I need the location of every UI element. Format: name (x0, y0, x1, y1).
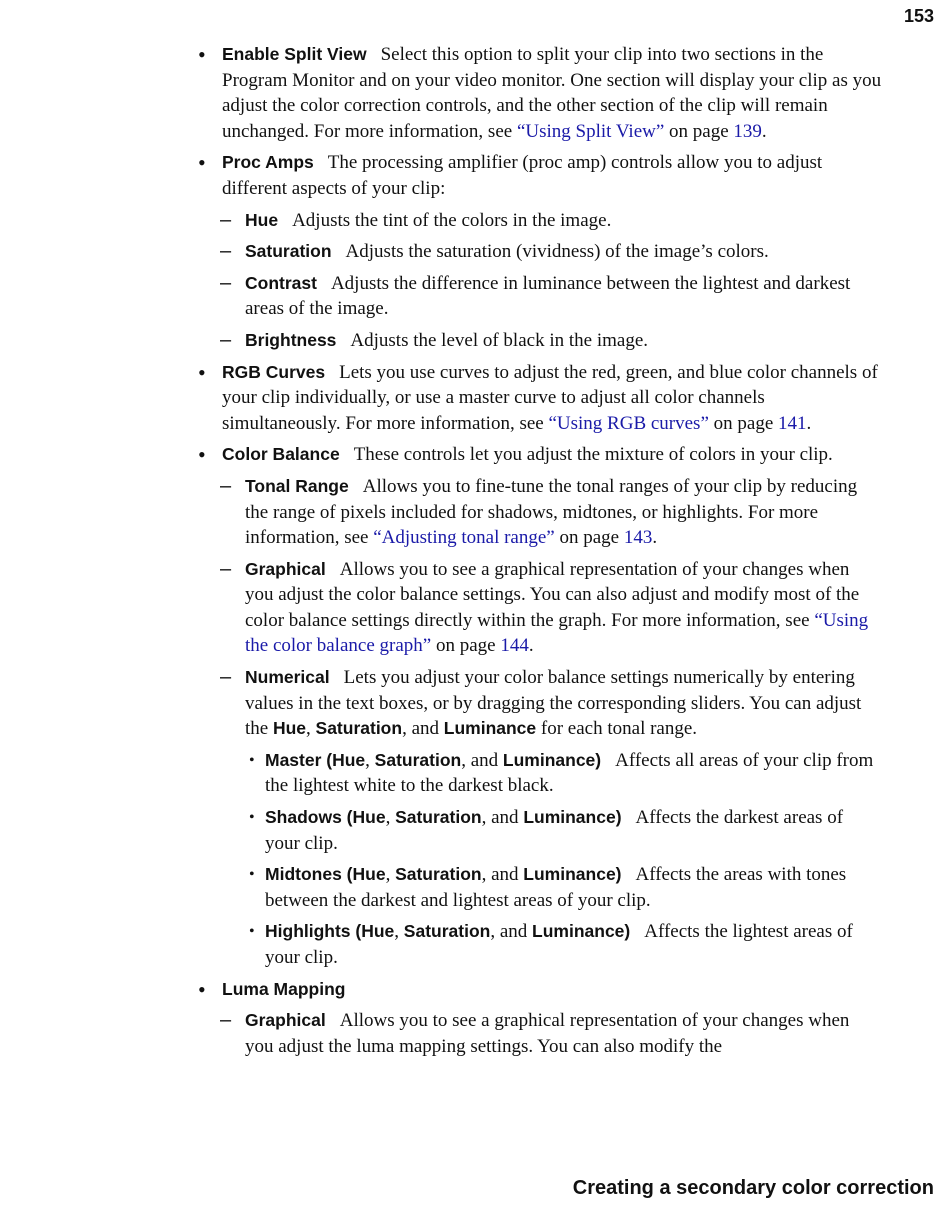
term-highlights: Highlights (Hue (265, 921, 395, 942)
term-luminance: Luminance) (523, 807, 622, 828)
description: These controls let you adjust the mixture of colors in your clip. (353, 444, 833, 466)
term-enable-split-view: Enable Split View (222, 44, 367, 64)
list-item-shadows (249, 805, 882, 856)
period: . (652, 527, 658, 549)
dash-marker: – (220, 474, 232, 497)
list-item-contrast (220, 271, 882, 322)
separator: , and (481, 864, 524, 886)
page-ref-text: on page (431, 635, 501, 657)
separator: , (306, 718, 316, 740)
term-proc-amps: Proc Amps (222, 152, 314, 173)
term-graphical: Graphical (245, 558, 326, 579)
dash-marker: – (220, 328, 232, 351)
page-ref-text: on page (664, 120, 734, 142)
separator: , (394, 921, 404, 943)
link-page-144[interactable]: 144 (500, 635, 529, 657)
term-luminance: Luminance) (523, 864, 622, 885)
separator: , and (461, 749, 503, 771)
separator: , (385, 864, 396, 886)
term-tonal-range: Tonal Range (245, 475, 349, 496)
inline-term-saturation: Saturation (315, 718, 403, 739)
link-page-141[interactable]: 141 (778, 412, 807, 434)
term-graphical: Graphical (245, 1010, 326, 1031)
dash-marker: – (220, 666, 232, 689)
page-ref-text: on page (708, 412, 779, 434)
description: Lets you adjust your color balance settings numerically by entering values in the text boxes, or by dragging the corresponding sliders. You can adjust the (245, 667, 862, 740)
inline-term-hue: Hue (272, 718, 307, 739)
term-master: Master (Hue (265, 749, 366, 770)
term-saturation: Saturation (395, 864, 482, 885)
description-end: for each tonal range. (536, 718, 698, 740)
bullet-marker: • (198, 42, 206, 67)
term-brightness: Brightness (245, 329, 337, 350)
description: Adjusts the level of black in the image. (350, 329, 648, 351)
description: Affects the lightest areas of your clip. (265, 921, 853, 968)
link-using-color-balance-graph[interactable]: “Using the color balance graph” (245, 609, 869, 657)
description: Adjusts the difference in luminance between the lightest and darkest areas of the image. (245, 272, 851, 320)
footer-section-title: Creating a secondary color correction (572, 1177, 934, 1199)
list-item-hue (220, 208, 882, 234)
description: Allows you to see a graphical representation of your changes when you adjust the color balance settings. You can also adjust and modify most of the color balance settings directly within the graph. For more information, see (245, 558, 860, 631)
list-item-saturation (220, 239, 882, 265)
list-item-numerical (220, 665, 882, 742)
term-numerical: Numerical (245, 667, 330, 688)
term-saturation: Saturation (245, 241, 332, 262)
list-item-midtones (249, 862, 882, 913)
term-shadows: Shadows (Hue (265, 807, 386, 828)
list-item-highlights (249, 919, 882, 970)
separator: , and (481, 807, 524, 829)
separator: , and (490, 921, 533, 943)
list-item-color-balance (198, 442, 882, 468)
inline-term-luminance: Luminance (443, 718, 537, 739)
small-bullet-marker: • (249, 809, 255, 827)
small-bullet-marker: • (249, 751, 255, 769)
bullet-marker: • (198, 442, 206, 468)
term-saturation: Saturation (395, 807, 482, 828)
description: Allows you to see a graphical representation of your changes when you adjust the luma mapping settings. You can also modify the (245, 1010, 850, 1057)
link-adjusting-tonal-range[interactable]: “Adjusting tonal range” (373, 527, 555, 549)
description: The processing amplifier (proc amp) controls allow you to adjust different aspects of your clip: (222, 152, 823, 199)
separator: , and (402, 718, 444, 740)
term-midtones: Midtones (Hue (265, 864, 386, 885)
term-luminance: Luminance) (532, 921, 631, 942)
list-item-tonal-range (220, 474, 882, 551)
term-luma-mapping: Luma Mapping (222, 978, 346, 999)
description: Lets you use curves to adjust the red, green, and blue color channels of your clip individually, or use a master curve to adjust all color channels simultaneously. For more information, see (222, 361, 878, 434)
bullet-marker: • (198, 359, 206, 385)
link-using-split-view[interactable]: “Using Split View” (516, 120, 665, 142)
list-item-luma-mapping (198, 976, 882, 1003)
dash-marker: – (220, 240, 232, 263)
term-luminance: Luminance) (502, 749, 602, 770)
dash-marker: – (220, 208, 232, 231)
term-rgb-curves: RGB Curves (222, 361, 326, 382)
list-item-brightness (220, 328, 882, 354)
small-bullet-marker: • (249, 923, 255, 941)
term-color-balance: Color Balance (222, 444, 340, 465)
separator: , (365, 749, 375, 771)
list-item-proc-amps (198, 150, 882, 201)
dash-marker: – (220, 1009, 232, 1032)
list-item-rgb-curves (198, 359, 882, 437)
small-bullet-marker: • (249, 866, 255, 884)
description: Select this option to split your clip into two sections in the Program Monitor and on your video monitor. One section will display your clip as you adjust the color correction controls, and the other section of the clip will remain unchanged. For more information, see (222, 44, 882, 142)
page-ref-text: on page (554, 527, 624, 549)
description: Adjusts the tint of the colors in the image. (292, 209, 612, 231)
bullet-marker: • (198, 150, 206, 176)
bullet-marker: • (198, 976, 206, 1002)
period: . (761, 120, 767, 142)
description: Adjusts the saturation (vividness) of the image’s colors. (345, 241, 769, 263)
list-item-graphical-luma (220, 1008, 882, 1059)
description: Affects the darkest areas of your clip. (265, 807, 844, 854)
dash-marker: – (220, 557, 232, 580)
page-number: 153 (903, 6, 934, 26)
list-item-master (249, 748, 882, 799)
description: Allows you to fine-tune the tonal ranges of your clip by reducing the range of pixels included for shadows, midtones, or highlights. For more information, see (245, 475, 858, 549)
period: . (806, 412, 812, 434)
link-using-rgb-curves[interactable]: “Using RGB curves” (548, 412, 709, 434)
term-hue: Hue (245, 209, 279, 230)
description: Affects the areas with tones between the darkest and lightest areas of your clip. (265, 864, 847, 911)
link-page-139[interactable]: 139 (733, 120, 762, 142)
term-saturation: Saturation (374, 749, 462, 770)
term-contrast: Contrast (245, 272, 317, 293)
document-body (0, 42, 950, 1065)
list-item-enable-split-view (198, 42, 882, 144)
period: . (528, 635, 534, 657)
dash-marker: – (220, 271, 232, 294)
separator: , (385, 807, 396, 829)
term-saturation: Saturation (403, 921, 491, 942)
list-item-graphical-color-balance (220, 557, 882, 659)
link-page-143[interactable]: 143 (623, 527, 653, 549)
description: Affects all areas of your clip from the lightest white to the darkest black. (265, 749, 874, 797)
